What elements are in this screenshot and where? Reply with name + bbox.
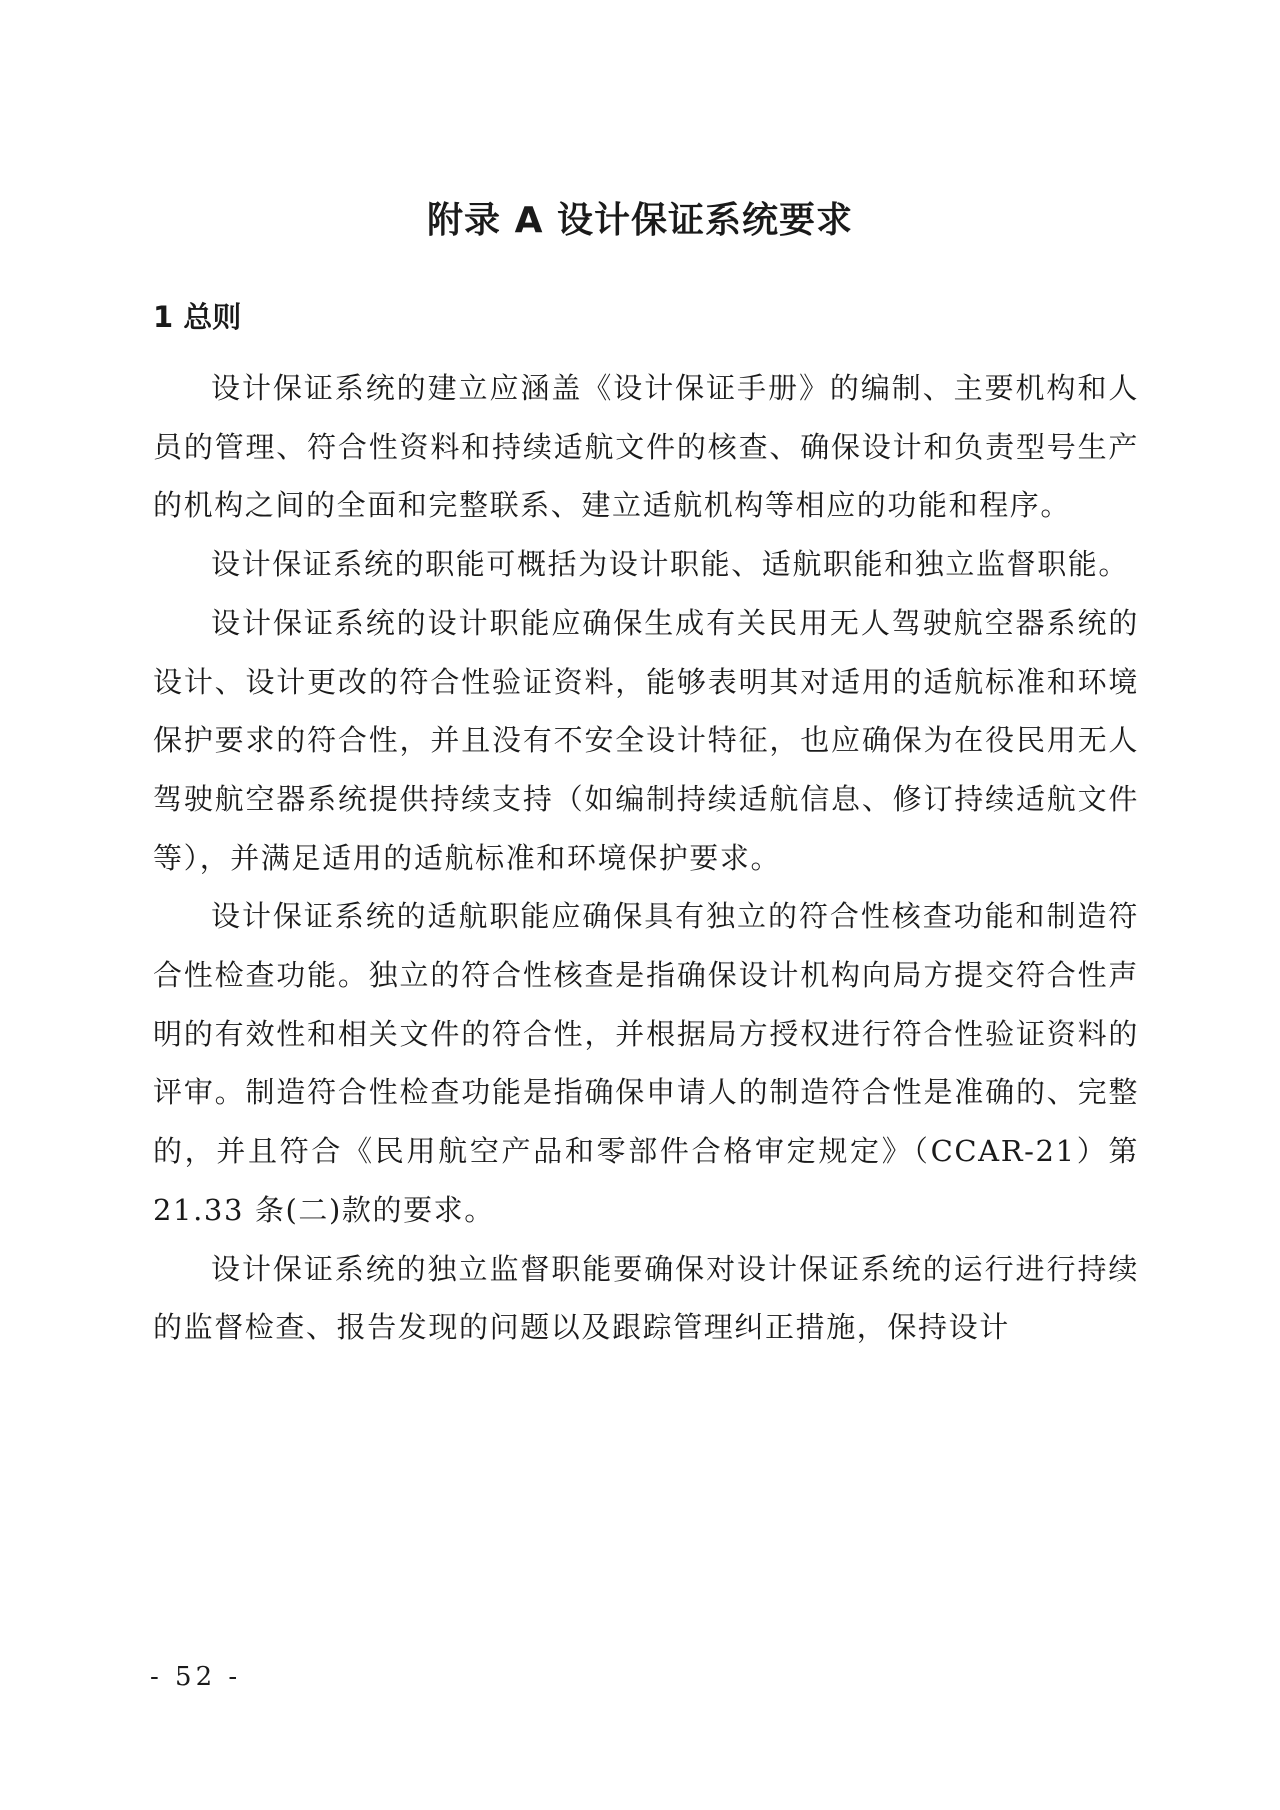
page-number: - 52 - xyxy=(150,1662,242,1692)
body-text xyxy=(153,359,1139,1357)
paragraph: 设计保证系统的职能可概括为设计职能、适航职能和独立监督职能。 xyxy=(211,547,1130,582)
paragraph: 设计保证系统的建立应涵盖《设计保证手册》的编制、主要机构和人员的管理、符合性资料和持续适航文件的核查、确保设计和负责型号生产的机构之间的全面和完整联系、建立适航机构等相应的功能和程序。 xyxy=(153,371,1139,523)
paragraph: 设计保证系统的适航职能应确保具有独立的符合性核查功能和制造符合性检查功能。独立的符合性核查是指确保设计机构向局方提交符合性声明的有效性和相关文件的符合性，并根据局方授权进行符合性验证资料的评审。制造符合性检查功能是指确保申请人的制造符合性是准确的、完整的，并且符合《民用航空产品和零部件合格审定规定》（CCAR-21）第 21.33 条(二)款的要求。 xyxy=(153,899,1139,1227)
paragraph: 设计保证系统的独立监督职能要确保对设计保证系统的运行进行持续的监督检查、报告发现的问题以及跟踪管理纠正措施，保持设计 xyxy=(153,1251,1139,1345)
section-heading: 1 总则 xyxy=(153,300,242,334)
appendix-title: 附录 A 设计保证系统要求 xyxy=(427,200,853,241)
paragraph: 设计保证系统的设计职能应确保生成有关民用无人驾驶航空器系统的设计、设计更改的符合性验证资料，能够表明其对适用的适航标准和环境保护要求的符合性，并且没有不安全设计特征，也应确保为在役民用无人驾驶航空器系统提供持续支持（如编制持续适航信息、修订持续适航文件等），并满足适用的适航标准和环境保护要求。 xyxy=(153,605,1139,875)
